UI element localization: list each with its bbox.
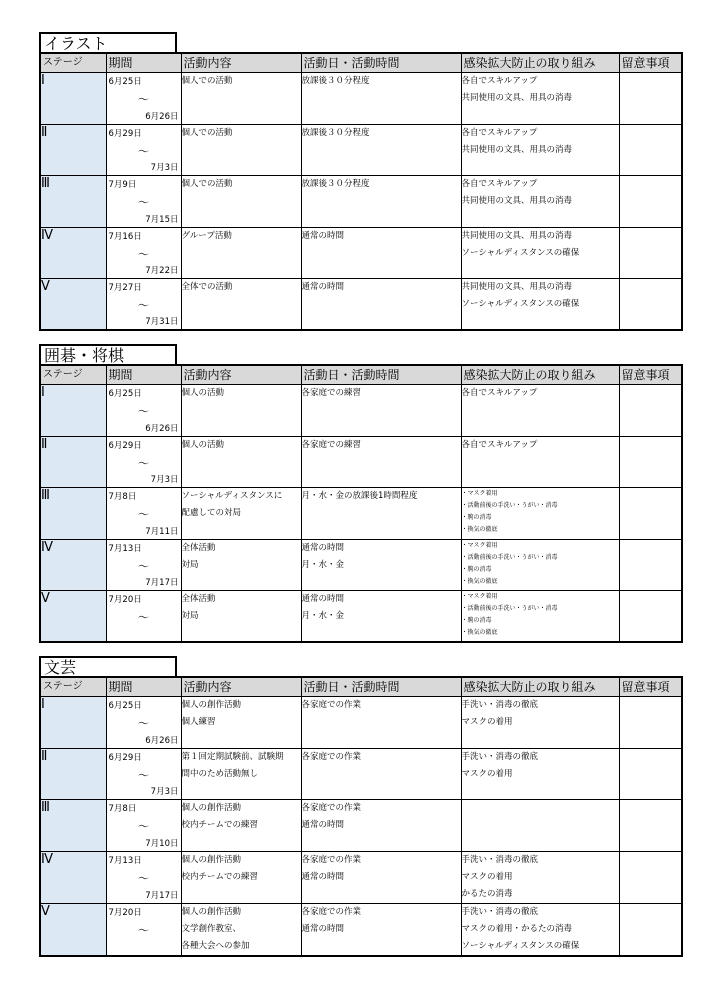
- period-tilde: ～: [138, 196, 149, 210]
- activity-content-cell: [181, 385, 301, 437]
- period-cell: [106, 851, 181, 903]
- period-tilde: ～: [138, 144, 149, 158]
- period-start: 7月20日: [108, 907, 142, 918]
- period-cell: [106, 697, 181, 749]
- period-start: 7月9日: [108, 180, 137, 191]
- period-start: 7月27日: [108, 283, 142, 294]
- cell-line: ・活動前後の手洗い・うがい・消毒: [461, 605, 558, 613]
- prevention-cell: [461, 539, 619, 591]
- activity-schedule-cell: [301, 748, 461, 800]
- cell-line: 手洗い・消毒の徹底: [461, 906, 539, 917]
- notes-cell: [619, 488, 682, 540]
- activity-content-cell: [181, 124, 301, 176]
- notes-cell: [619, 436, 682, 488]
- stage-cell: Ⅲ: [40, 488, 106, 540]
- cell-line: ・活動前後の手洗い・うがい・消毒: [461, 553, 558, 561]
- period-start: 6月29日: [108, 752, 142, 763]
- cell-line: 個人の活動: [181, 388, 225, 398]
- column-header: 活動日・活動時間: [301, 677, 461, 697]
- stage-cell: Ⅳ: [40, 539, 106, 591]
- notes-cell: [619, 73, 682, 125]
- period-end: 7月3日: [150, 475, 179, 486]
- table-row: [40, 385, 682, 437]
- cell-line: 個人の活動: [181, 439, 225, 450]
- cell-line: 通常の時間: [301, 923, 345, 934]
- activity-schedule-cell: [301, 176, 461, 228]
- column-header: 期間: [106, 53, 181, 73]
- table-row: [40, 488, 682, 540]
- column-header: 感染拡大防止の取り組み: [461, 53, 619, 73]
- column-header: ステージ: [40, 53, 106, 73]
- cell-line: 各家庭での作業: [301, 906, 362, 917]
- activity-content-cell: [181, 279, 301, 331]
- column-header: 留意事項: [619, 677, 682, 697]
- notes-cell: [619, 385, 682, 437]
- activity-schedule-cell: [301, 800, 461, 852]
- period-tilde: ～: [138, 93, 149, 106]
- period-cell: [106, 279, 181, 331]
- table-row: [40, 539, 682, 591]
- period-tilde: ～: [138, 247, 149, 261]
- cell-line: 個人の創作活動: [181, 906, 242, 917]
- notes-cell: [619, 851, 682, 903]
- notes-cell: [619, 591, 682, 643]
- cell-line: ・活動前後の手洗い・うがい・消毒: [461, 502, 558, 510]
- stage-cell: Ⅰ: [40, 697, 106, 749]
- column-header: 期間: [106, 365, 181, 385]
- stage-cell: Ⅴ: [40, 903, 106, 956]
- cell-line: 放課後３０分程度: [301, 127, 370, 138]
- cell-line: 個人での活動: [181, 179, 233, 190]
- stage-cell: Ⅳ: [40, 851, 106, 903]
- cell-line: ソーシャルディスタンスに: [181, 491, 283, 502]
- period-start: 7月13日: [108, 543, 142, 554]
- prevention-cell: [461, 748, 619, 800]
- cell-line: 各家庭での作業: [301, 803, 362, 814]
- period-end: 7月15日: [145, 214, 179, 225]
- period-start: 7月8日: [108, 804, 137, 815]
- cell-line: マスクの着用: [461, 768, 513, 779]
- activity-content-cell: [181, 800, 301, 852]
- period-tilde: ～: [138, 611, 149, 625]
- period-cell: [106, 227, 181, 279]
- cell-line: 校内チームでの練習: [181, 820, 259, 831]
- cell-line: 対局: [181, 611, 199, 622]
- cell-line: ・換気の徹底: [461, 577, 498, 585]
- period-tilde: ～: [138, 299, 149, 313]
- cell-line: ソーシャルディスタンスの確保: [461, 940, 580, 951]
- period-end: 6月26日: [145, 735, 179, 746]
- period-start: 6月25日: [108, 77, 142, 87]
- stage-cell: Ⅱ: [40, 124, 106, 176]
- cell-line: ・駒の消毒: [461, 514, 492, 522]
- cell-line: 各自でスキルアップ: [461, 127, 538, 138]
- notes-cell: [619, 227, 682, 279]
- activity-content-cell: [181, 227, 301, 279]
- table-row: [40, 591, 682, 643]
- period-start: 7月13日: [108, 855, 142, 866]
- prevention-cell: [461, 436, 619, 488]
- prevention-cell: [461, 73, 619, 125]
- cell-line: 対局: [181, 559, 199, 570]
- period-end: 7月31日: [145, 317, 179, 328]
- activity-schedule-cell: [301, 385, 461, 437]
- cell-line: グループ活動: [181, 230, 232, 241]
- period-end: 7月11日: [145, 526, 179, 537]
- prevention-cell: [461, 124, 619, 176]
- prevention-cell: [461, 697, 619, 749]
- stage-cell: Ⅴ: [40, 591, 106, 643]
- period-cell: [106, 591, 181, 643]
- period-cell: [106, 748, 181, 800]
- cell-line: 配慮しての対局: [181, 508, 242, 519]
- period-end: 7月17日: [145, 890, 179, 901]
- cell-line: 文学創作教室、: [181, 923, 242, 934]
- period-tilde: ～: [138, 768, 149, 782]
- table-row: [40, 903, 682, 956]
- activity-schedule-cell: [301, 903, 461, 956]
- prevention-cell: [461, 279, 619, 331]
- period-start: 7月16日: [108, 231, 142, 242]
- activity-schedule-cell: [301, 539, 461, 591]
- column-header: ステージ: [40, 365, 106, 385]
- notes-cell: [619, 539, 682, 591]
- activity-content-cell: [181, 697, 301, 749]
- prevention-cell: [461, 385, 619, 437]
- period-tilde: ～: [138, 820, 149, 834]
- period-tilde: ～: [138, 508, 149, 522]
- activity-content-cell: [181, 748, 301, 800]
- cell-line: ・駒の消毒: [461, 617, 492, 625]
- period-start: 6月29日: [108, 128, 142, 139]
- cell-line: 各自でスキルアップ: [461, 76, 538, 86]
- stage-cell: Ⅰ: [40, 73, 106, 125]
- header-row: [40, 677, 682, 697]
- period-start: 7月8日: [108, 492, 137, 503]
- cell-line: 全体活動: [181, 542, 216, 553]
- prevention-cell: [461, 591, 619, 643]
- column-header: 留意事項: [619, 365, 682, 385]
- cell-line: ・換気の徹底: [461, 526, 498, 534]
- period-cell: [106, 73, 181, 125]
- cell-line: 各家庭での作業: [301, 700, 362, 710]
- prevention-cell: [461, 176, 619, 228]
- stage-cell: Ⅴ: [40, 279, 106, 331]
- period-cell: [106, 385, 181, 437]
- period-start: 6月25日: [108, 701, 142, 711]
- cell-line: 個人の創作活動: [181, 854, 242, 865]
- period-end: 7月3日: [150, 787, 179, 798]
- cell-line: 各家庭での作業: [301, 751, 362, 762]
- cell-line: 共同使用の文具、用具の消毒: [461, 93, 573, 103]
- cell-line: 各家庭での練習: [301, 439, 362, 450]
- header-row: [40, 365, 682, 385]
- notes-cell: [619, 176, 682, 228]
- stage-cell: Ⅱ: [40, 748, 106, 800]
- period-tilde: ～: [138, 923, 149, 937]
- table-row: [40, 73, 682, 125]
- cell-line: 個人練習: [181, 717, 216, 727]
- table-row: [40, 436, 682, 488]
- activity-content-cell: [181, 539, 301, 591]
- period-cell: [106, 176, 181, 228]
- activity-content-cell: [181, 488, 301, 540]
- table-row: [40, 176, 682, 228]
- period-cell: [106, 800, 181, 852]
- column-header: ステージ: [40, 677, 106, 697]
- cell-line: 各種大会への参加: [181, 940, 250, 951]
- schedule-table: [39, 676, 683, 957]
- activity-schedule-cell: [301, 851, 461, 903]
- cell-line: 全体での活動: [181, 282, 233, 293]
- cell-line: 校内チームでの練習: [181, 871, 259, 882]
- cell-line: 間中のため活動無し: [181, 768, 259, 779]
- header-row: [40, 53, 682, 73]
- table-row: [40, 279, 682, 331]
- column-header: 留意事項: [619, 53, 682, 73]
- period-cell: [106, 903, 181, 956]
- cell-line: 各家庭での作業: [301, 854, 362, 865]
- activity-schedule-cell: [301, 73, 461, 125]
- period-tilde: ～: [138, 405, 149, 418]
- cell-line: 放課後３０分程度: [301, 179, 370, 190]
- cell-line: 通常の時間: [301, 230, 345, 241]
- notes-cell: [619, 748, 682, 800]
- cell-line: マスクの着用・かるたの消毒: [461, 923, 573, 934]
- cell-line: 第１回定期試験前、試験期: [181, 751, 284, 762]
- cell-line: 各自でスキルアップ: [461, 388, 538, 398]
- cell-line: 個人の創作活動: [181, 803, 242, 814]
- cell-line: 共同使用の文具、用具の消毒: [461, 230, 573, 241]
- cell-line: 通常の時間: [301, 820, 345, 831]
- table-row: [40, 697, 682, 749]
- cell-line: 個人での活動: [181, 76, 233, 86]
- cell-line: 手洗い・消毒の徹底: [461, 700, 539, 710]
- cell-line: 全体活動: [181, 594, 216, 605]
- column-header: 感染拡大防止の取り組み: [461, 677, 619, 697]
- column-header: 期間: [106, 677, 181, 697]
- cell-line: ・換気の徹底: [461, 629, 498, 637]
- stage-cell: Ⅲ: [40, 176, 106, 228]
- cell-line: ・マスク着用: [461, 541, 498, 549]
- cell-line: 共同使用の文具、用具の消毒: [461, 282, 573, 293]
- activity-content-cell: [181, 176, 301, 228]
- column-header: 活動内容: [181, 677, 301, 697]
- activity-schedule-cell: [301, 227, 461, 279]
- cell-line: 各家庭での練習: [301, 388, 362, 398]
- cell-line: かるたの消毒: [461, 888, 513, 899]
- cell-line: ソーシャルディスタンスの確保: [461, 299, 580, 310]
- notes-cell: [619, 800, 682, 852]
- activity-content-cell: [181, 591, 301, 643]
- cell-line: 月・水・金の放課後1時間程度: [301, 491, 418, 502]
- cell-line: 通常の時間: [301, 542, 345, 553]
- period-end: 7月22日: [145, 266, 179, 277]
- cell-line: マスクの着用: [461, 871, 513, 882]
- cell-line: ・マスク着用: [461, 490, 498, 498]
- cell-line: ・マスク着用: [461, 593, 498, 601]
- period-cell: [106, 124, 181, 176]
- notes-cell: [619, 903, 682, 956]
- table-row: [40, 851, 682, 903]
- column-header: 活動日・活動時間: [301, 365, 461, 385]
- stage-cell: Ⅱ: [40, 436, 106, 488]
- cell-line: マスクの着用: [461, 717, 513, 727]
- notes-cell: [619, 279, 682, 331]
- cell-line: 放課後３０分程度: [301, 76, 370, 86]
- period-end: 6月26日: [145, 111, 179, 122]
- table-row: [40, 124, 682, 176]
- period-tilde: ～: [138, 871, 149, 885]
- notes-cell: [619, 124, 682, 176]
- prevention-cell: [461, 903, 619, 956]
- prevention-cell: [461, 488, 619, 540]
- activity-schedule-cell: [301, 436, 461, 488]
- cell-line: 月・水・金: [301, 559, 345, 570]
- cell-line: ソーシャルディスタンスの確保: [461, 247, 580, 258]
- activity-schedule-cell: [301, 488, 461, 540]
- activity-schedule-cell: [301, 697, 461, 749]
- section-title: イラスト: [39, 32, 177, 52]
- cell-line: 個人の創作活動: [181, 700, 242, 710]
- period-cell: [106, 488, 181, 540]
- column-header: 感染拡大防止の取り組み: [461, 365, 619, 385]
- activity-content-cell: [181, 436, 301, 488]
- section-title: 文芸: [39, 656, 177, 676]
- period-end: 6月26日: [145, 423, 179, 434]
- schedule-table: [39, 52, 683, 331]
- activity-schedule-cell: [301, 279, 461, 331]
- cell-line: 通常の時間: [301, 594, 345, 605]
- cell-line: 各自でスキルアップ: [461, 179, 538, 190]
- cell-line: 月・水・金: [301, 611, 345, 622]
- activity-content-cell: [181, 851, 301, 903]
- notes-cell: [619, 697, 682, 749]
- column-header: 活動内容: [181, 53, 301, 73]
- period-tilde: ～: [138, 717, 149, 730]
- cell-line: 共同使用の文具、用具の消毒: [461, 144, 573, 155]
- cell-line: 手洗い・消毒の徹底: [461, 854, 539, 865]
- table-row: [40, 800, 682, 852]
- cell-line: 通常の時間: [301, 282, 345, 293]
- cell-line: 通常の時間: [301, 871, 345, 882]
- period-start: 6月25日: [108, 389, 142, 399]
- prevention-cell: [461, 800, 619, 852]
- period-end: 7月10日: [145, 838, 179, 849]
- cell-line: 共同使用の文具、用具の消毒: [461, 196, 573, 207]
- section-title: 囲碁・将棋: [39, 344, 177, 364]
- period-cell: [106, 539, 181, 591]
- table-row: [40, 748, 682, 800]
- cell-line: 各自でスキルアップ: [461, 439, 538, 450]
- period-start: 6月29日: [108, 440, 142, 451]
- period-end: 7月3日: [150, 163, 179, 174]
- activity-schedule-cell: [301, 124, 461, 176]
- cell-line: 手洗い・消毒の徹底: [461, 751, 539, 762]
- activity-content-cell: [181, 903, 301, 956]
- column-header: 活動日・活動時間: [301, 53, 461, 73]
- period-end: 7月17日: [145, 578, 179, 589]
- cell-line: ・駒の消毒: [461, 565, 492, 573]
- stage-cell: Ⅳ: [40, 227, 106, 279]
- stage-cell: Ⅲ: [40, 800, 106, 852]
- activity-schedule-cell: [301, 591, 461, 643]
- column-header: 活動内容: [181, 365, 301, 385]
- prevention-cell: [461, 227, 619, 279]
- cell-line: 個人での活動: [181, 127, 233, 138]
- period-tilde: ～: [138, 559, 149, 573]
- prevention-cell: [461, 851, 619, 903]
- stage-cell: Ⅰ: [40, 385, 106, 437]
- period-start: 7月20日: [108, 595, 142, 606]
- period-cell: [106, 436, 181, 488]
- schedule-table: [39, 364, 683, 643]
- table-row: [40, 227, 682, 279]
- activity-content-cell: [181, 73, 301, 125]
- period-tilde: ～: [138, 456, 149, 470]
